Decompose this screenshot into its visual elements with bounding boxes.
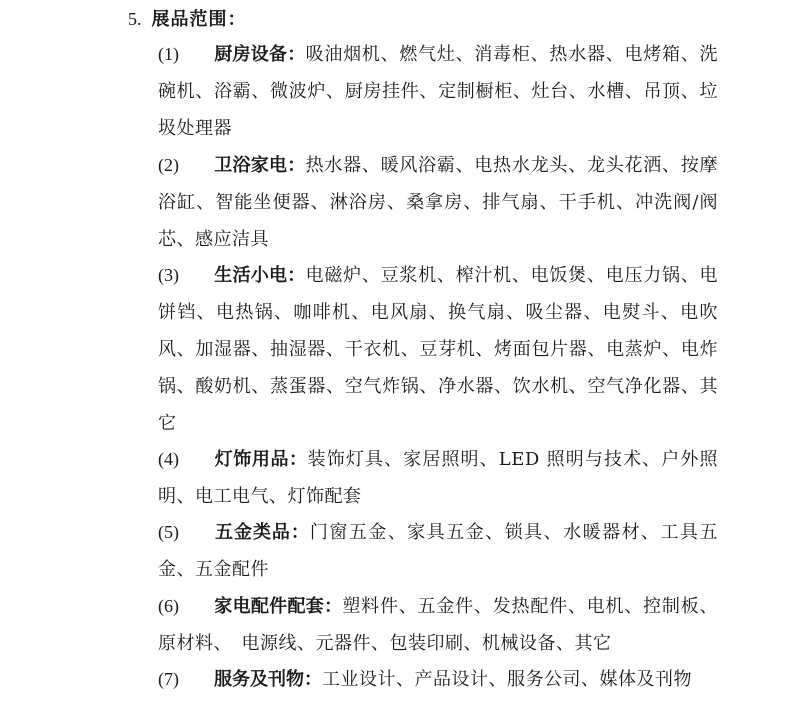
list-item-lighting [158,441,718,515]
heading-number: 5. [128,9,142,29]
list-item-services [158,661,718,698]
item-label: 灯饰用品： [214,449,308,470]
item-label: 厨房设备： [214,44,306,65]
item-number: (3) [158,265,179,285]
item-text: 工业设计、产品设计、服务公司、媒体及刊物 [322,669,692,690]
list-item-small-appliances [158,257,718,442]
item-number: (7) [158,669,179,689]
heading-title: 展品范围： [151,9,247,30]
item-text: 电磁炉、豆浆机、榨汁机、电饭煲、电压力锅、电饼铛、电热锅、咖啡机、电风扇、换气扇、吸尘器、电熨斗、电吹风、加湿器、抽湿器、干衣机、豆芽机、烤面包片器、电蒸炉、电炸锅、酸奶机、蒸蛋器、空气炸锅、净水器、饮水机、空气净化器、其它 [158,265,719,434]
item-label: 家电配件配套： [214,596,343,617]
item-text: 装饰灯具、家居照明、LED 照明与技术、户外照明、电工电气、灯饰配套 [158,449,719,507]
item-label: 服务及刊物： [214,669,322,690]
item-text: 吸油烟机、燃气灶、消毒柜、热水器、电烤箱、洗碗机、浴霸、微波炉、厨房挂件、定制橱柜、灶台、水槽、吊顶、垃圾处理器 [158,44,719,139]
section-heading [128,5,247,34]
list-item-kitchen [158,36,718,147]
item-number: (6) [158,596,179,616]
item-number: (1) [158,44,179,64]
item-number: (4) [158,449,179,469]
item-text: 门窗五金、家具五金、锁具、水暖器材、工具五金、五金配件 [158,522,719,580]
item-text: 热水器、暖风浴霸、电热水龙头、龙头花洒、按摩浴缸、智能坐便器、淋浴房、桑拿房、排气扇、干手机、冲洗阀/阀芯、感应洁具 [158,155,719,250]
list-item-bathroom [158,147,718,258]
item-label: 生活小电： [214,265,306,286]
item-number: (2) [158,155,179,175]
item-label: 卫浴家电： [214,155,306,176]
item-label: 五金类品： [214,522,310,543]
list-item-hardware [158,514,718,588]
item-number: (5) [158,522,179,542]
list-item-components [158,588,718,662]
item-text: 塑料件、五金件、发热配件、电机、控制板、原材料、 电源线、元器件、包装印刷、机械设备、其它 [158,596,719,654]
